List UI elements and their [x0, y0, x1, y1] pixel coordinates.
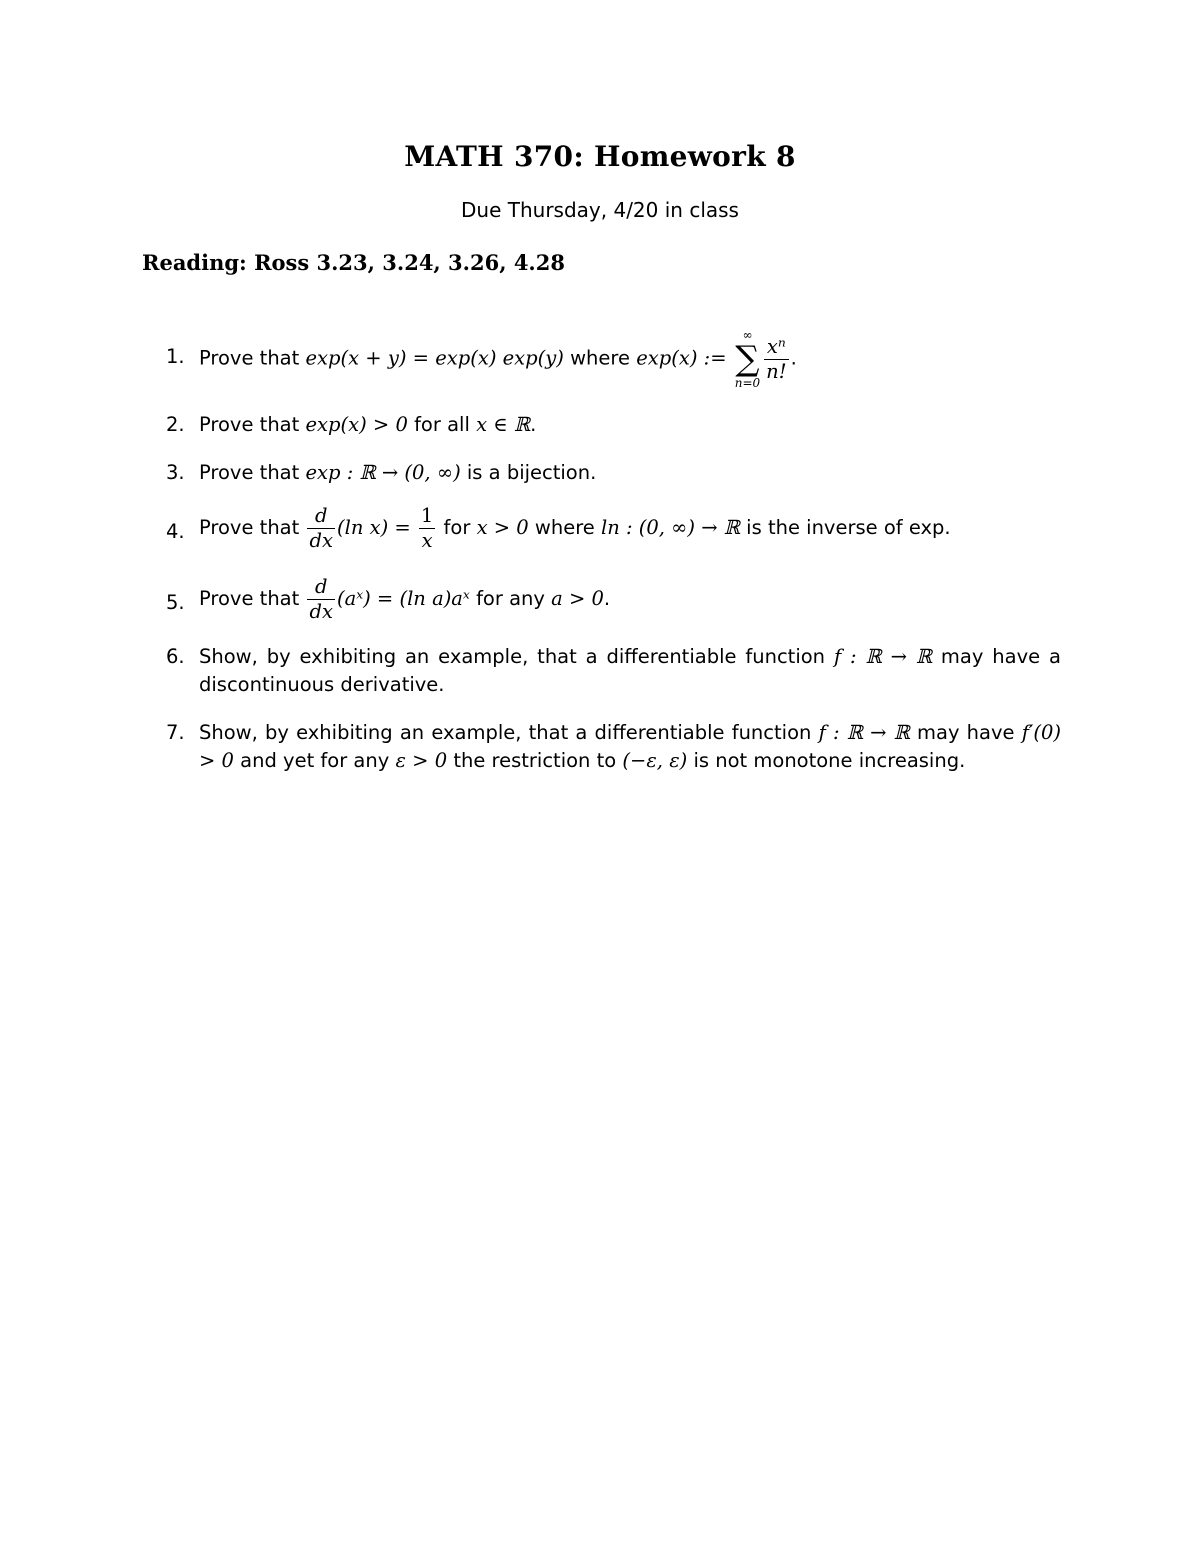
problem-text-b: may have a discontinuous derivative.: [199, 645, 1061, 696]
sum-lower-limit: n=0: [734, 376, 761, 390]
problem-lead: Prove that: [199, 346, 300, 370]
fraction: [764, 335, 788, 384]
problem-text-mid: for any: [476, 587, 545, 610]
problem-lead: Prove that: [199, 587, 300, 610]
problem-number: 4.: [166, 520, 185, 543]
sigma-sign: ∑: [735, 339, 760, 379]
problem-text: [199, 411, 1061, 439]
problem-text-tail: is the inverse of exp.: [746, 516, 951, 539]
period: .: [790, 346, 797, 370]
problem-text-mid: for: [443, 516, 471, 539]
problem-lead: Prove that: [199, 516, 300, 539]
math-expression: exp(x) :=: [636, 346, 727, 370]
problem-number: 6.: [166, 645, 185, 668]
problem-text: [199, 328, 1061, 390]
problem-4: [166, 502, 1061, 562]
math-expression: ln : (0, ∞) → ℝ: [601, 516, 740, 539]
math-expression: exp : ℝ → (0, ∞): [305, 461, 461, 484]
problem-number: 1.: [166, 345, 185, 368]
problem-5: [166, 572, 1061, 632]
math-expression: f : ℝ → ℝ: [833, 645, 933, 668]
period: .: [603, 587, 611, 610]
period: .: [530, 413, 537, 436]
math-expression: exp(x + y) = exp(x) exp(y): [305, 346, 564, 370]
problem-number: 5.: [166, 591, 185, 614]
problem-text-tail: is a bijection.: [466, 461, 597, 484]
problem-2: [166, 411, 1061, 441]
math-expression: x > 0: [476, 516, 529, 539]
math-expression: exp(x) > 0: [305, 413, 408, 436]
math-expression: ε > 0: [395, 749, 448, 772]
reading-assignment: Reading: Ross 3.23, 3.24, 3.26, 4.28: [142, 250, 565, 275]
problem-number: 3.: [166, 461, 185, 484]
problem-text-a: Show, by exhibiting an example, that a differentiable function: [199, 645, 826, 668]
problem-text-b: may have: [917, 721, 1015, 744]
math-expression: x ∈ ℝ: [476, 413, 531, 436]
problem-number: 7.: [166, 721, 185, 744]
fraction-denominator: dx: [309, 600, 333, 623]
problem-text: [199, 504, 1061, 553]
problem-text-mid: where: [534, 516, 595, 539]
fraction-numerator: xⁿ: [766, 334, 786, 358]
math-expression: (−ε, ε): [622, 749, 688, 772]
problem-text: [199, 719, 1061, 775]
problem-lead: Prove that: [199, 461, 300, 484]
problem-7: [166, 719, 1061, 777]
fraction-denominator: dx: [309, 529, 333, 552]
problem-text-mid: for all: [414, 413, 470, 436]
summation-symbol: [735, 328, 760, 390]
fraction-denominator: x: [419, 528, 435, 553]
problem-text-e: is not monotone increasing.: [693, 749, 966, 772]
problem-lead: Prove that: [199, 413, 300, 436]
problem-number: 2.: [166, 413, 185, 436]
math-expression: (aˣ) = (ln a)aˣ: [336, 587, 470, 610]
problem-text-mid: where: [570, 346, 630, 370]
fraction-numerator: d: [314, 504, 328, 527]
due-date: Due Thursday, 4/20 in class: [461, 198, 739, 222]
page-title: MATH 370: Homework 8: [404, 140, 796, 173]
problem-6: [166, 643, 1061, 701]
problem-text-a: Show, by exhibiting an example, that a differentiable function: [199, 721, 812, 744]
math-expression: (ln x) =: [336, 516, 411, 539]
derivative-operator: [307, 575, 334, 624]
fraction: [419, 504, 435, 553]
problem-text-c: and yet for any: [240, 749, 390, 772]
problem-text: [199, 643, 1061, 699]
problem-text-d: the restriction to: [453, 749, 617, 772]
fraction-denominator: n!: [766, 359, 787, 383]
fraction-numerator: 1: [420, 504, 434, 527]
sum-upper-limit: ∞: [742, 328, 753, 342]
math-expression: f′(0) > 0: [199, 721, 1061, 772]
problem-1: [166, 322, 1061, 402]
math-expression: a > 0: [551, 587, 604, 610]
problem-text: [199, 459, 1061, 487]
problem-text: [199, 575, 1061, 624]
math-expression: f : ℝ → ℝ: [818, 721, 910, 744]
problem-3: [166, 459, 1061, 489]
derivative-operator: [307, 504, 334, 553]
fraction-numerator: d: [314, 575, 328, 598]
